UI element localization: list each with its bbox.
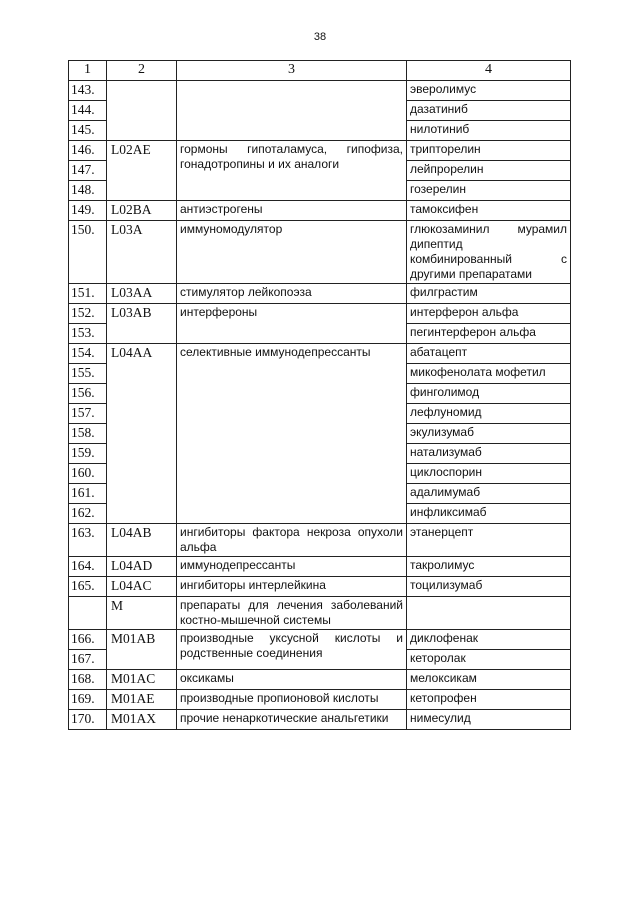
row-number: 147. xyxy=(69,161,107,181)
atc-code xyxy=(107,81,177,141)
row-number: 152. xyxy=(69,304,107,324)
row-number: 157. xyxy=(69,404,107,424)
row-number: 148. xyxy=(69,181,107,201)
drug-name: такролимус xyxy=(407,557,571,577)
drug-name: нимесулид xyxy=(407,710,571,730)
table-row xyxy=(69,344,571,364)
row-number: 168. xyxy=(69,670,107,690)
group-description xyxy=(177,81,407,141)
table-row xyxy=(69,630,571,650)
table-row xyxy=(69,670,571,690)
drug-name: нилотиниб xyxy=(407,121,571,141)
drug-table xyxy=(68,60,571,730)
group-description: прочие ненаркотические анальгетики xyxy=(177,710,407,730)
drug-name: филграстим xyxy=(407,284,571,304)
header-col-2: 2 xyxy=(107,61,177,81)
drug-name: тоцилизумаб xyxy=(407,577,571,597)
row-number: 150. xyxy=(69,221,107,284)
row-number: 149. xyxy=(69,201,107,221)
row-number: 170. xyxy=(69,710,107,730)
header-col-4: 4 xyxy=(407,61,571,81)
group-description: стимулятор лейкопоэза xyxy=(177,284,407,304)
drug-name: лейпрорелин xyxy=(407,161,571,181)
atc-code: L02BA xyxy=(107,201,177,221)
table-row xyxy=(69,557,571,577)
drug-name: гозерелин xyxy=(407,181,571,201)
drug-name: трипторелин xyxy=(407,141,571,161)
group-description: ингибиторы интерлейкина xyxy=(177,577,407,597)
group-description: гормоны гипоталамуса, гипофиза, гонадотропины и их аналоги xyxy=(177,141,407,201)
group-description: селективные иммунодепрессанты xyxy=(177,344,407,524)
drug-name: натализумаб xyxy=(407,444,571,464)
atc-code: M01AE xyxy=(107,690,177,710)
atc-code: M xyxy=(107,597,177,630)
row-number: 161. xyxy=(69,484,107,504)
header-row xyxy=(69,61,571,81)
drug-name: адалимумаб xyxy=(407,484,571,504)
row-number: 143. xyxy=(69,81,107,101)
group-description: антиэстрогены xyxy=(177,201,407,221)
group-description: препараты для лечения заболеваний костно-мышечной системы xyxy=(177,597,407,630)
atc-code: M01AB xyxy=(107,630,177,670)
row-number: 158. xyxy=(69,424,107,444)
drug-name: диклофенак xyxy=(407,630,571,650)
group-description: производные пропионовой кислоты xyxy=(177,690,407,710)
atc-code: M01AX xyxy=(107,710,177,730)
table-row xyxy=(69,577,571,597)
drug-name: лефлуномид xyxy=(407,404,571,424)
table-row xyxy=(69,221,571,284)
atc-code: L03AA xyxy=(107,284,177,304)
atc-code: L02AE xyxy=(107,141,177,201)
row-number: 151. xyxy=(69,284,107,304)
drug-name: интерферон альфа xyxy=(407,304,571,324)
drug-name: глюкозаминил мурамил дипептид комбинированный с другими препаратами xyxy=(407,221,571,284)
drug-name: циклоспорин xyxy=(407,464,571,484)
drug-name: инфликсимаб xyxy=(407,504,571,524)
drug-name: абатацепт xyxy=(407,344,571,364)
row-number: 144. xyxy=(69,101,107,121)
row-number: 165. xyxy=(69,577,107,597)
atc-code: M01AC xyxy=(107,670,177,690)
atc-code: L04AB xyxy=(107,524,177,557)
drug-name: эверолимус xyxy=(407,81,571,101)
drug-name: кетопрофен xyxy=(407,690,571,710)
table-row xyxy=(69,690,571,710)
drug-name: этанерцепт xyxy=(407,524,571,557)
group-description: иммунодепрессанты xyxy=(177,557,407,577)
header-col-1: 1 xyxy=(69,61,107,81)
row-number: 163. xyxy=(69,524,107,557)
atc-code: L04AA xyxy=(107,344,177,524)
drug-name: финголимод xyxy=(407,384,571,404)
row-number: 169. xyxy=(69,690,107,710)
group-description: ингибиторы фактора некроза опухоли альфа xyxy=(177,524,407,557)
group-description: производные уксусной кислоты и родственные соединения xyxy=(177,630,407,670)
table-row xyxy=(69,201,571,221)
drug-name: кеторолак xyxy=(407,650,571,670)
drug-name: дазатиниб xyxy=(407,101,571,121)
atc-code: L04AC xyxy=(107,577,177,597)
table-row xyxy=(69,524,571,557)
row-number: 164. xyxy=(69,557,107,577)
group-description: интерфероны xyxy=(177,304,407,344)
header-col-3: 3 xyxy=(177,61,407,81)
drug-name: мелоксикам xyxy=(407,670,571,690)
drug-name: микофенолата мофетил xyxy=(407,364,571,384)
table-row xyxy=(69,81,571,101)
drug-name: пегинтерферон альфа xyxy=(407,324,571,344)
row-number: 155. xyxy=(69,364,107,384)
atc-code: L03A xyxy=(107,221,177,284)
row-number: 153. xyxy=(69,324,107,344)
row-number xyxy=(69,597,107,630)
atc-code: L04AD xyxy=(107,557,177,577)
row-number: 162. xyxy=(69,504,107,524)
table-row xyxy=(69,141,571,161)
table-row xyxy=(69,304,571,324)
row-number: 156. xyxy=(69,384,107,404)
row-number: 145. xyxy=(69,121,107,141)
group-description: иммуномодулятор xyxy=(177,221,407,284)
atc-code: L03AB xyxy=(107,304,177,344)
row-number: 154. xyxy=(69,344,107,364)
row-number: 160. xyxy=(69,464,107,484)
table-row xyxy=(69,597,571,630)
table-body xyxy=(69,81,571,730)
group-description: оксикамы xyxy=(177,670,407,690)
drug-name: тамоксифен xyxy=(407,201,571,221)
row-number: 159. xyxy=(69,444,107,464)
page-number: 38 xyxy=(313,31,327,43)
row-number: 146. xyxy=(69,141,107,161)
drug-name xyxy=(407,597,571,630)
row-number: 166. xyxy=(69,630,107,650)
table-row xyxy=(69,710,571,730)
row-number: 167. xyxy=(69,650,107,670)
drug-name: экулизумаб xyxy=(407,424,571,444)
table-row xyxy=(69,284,571,304)
